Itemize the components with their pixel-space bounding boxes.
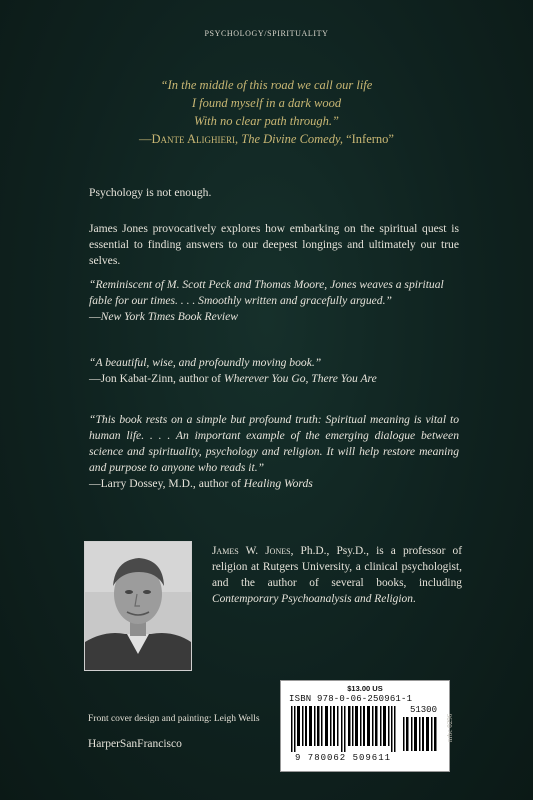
bio-book-title: Contemporary Psychoanalysis and Religion (212, 593, 413, 605)
bio-end: . (412, 593, 416, 605)
cover-credit: Front cover design and painting: Leigh Wells (88, 714, 260, 724)
attr-prefix: —Larry Dossey, M.D., author of (89, 477, 244, 490)
quote-text: “Reminiscent of M. Scott Peck and Thomas Moore, Jones weaves a spiritual fable for our times. . . . Smoothly written and gracefully argued.” (89, 278, 444, 307)
publisher-name: HarperSanFrancisco (88, 738, 182, 750)
lead-line: Psychology is not enough. (89, 186, 212, 199)
epigraph-line-3: With no clear path through.” (193, 114, 340, 128)
ean-barcode (291, 706, 399, 752)
quote-attribution (89, 476, 459, 492)
epigraph-line-2: I found myself in a dark wood (191, 96, 342, 110)
barcode-label (280, 680, 450, 772)
price-addon-barcode (403, 717, 439, 751)
attr-source: New York Times Book Review (100, 310, 238, 323)
attr-prefix: — (89, 310, 101, 323)
quote-text: “This book rests on a simple but profound truth: Spiritual meaning is vital to human life. . . . An important example of the emerging dialogue between science and spirituality, psychology and religion. It will help restore meaning and purpose to anyone who reads it.” (89, 413, 459, 474)
price-label: $13.00 US (347, 684, 383, 693)
attr-dash: — (139, 132, 152, 146)
epigraph-attribution (0, 130, 533, 148)
attr-author: Dante Alighieri, (151, 132, 239, 146)
category-label: PSYCHOLOGY/SPIRITUALITY (204, 29, 329, 38)
isbn-text: ISBN 978-0-06-250961-1 (289, 694, 413, 704)
addon-digits: 51300 (409, 705, 437, 715)
author-name: James W. Jones (212, 545, 291, 557)
quote-text: “A beautiful, wise, and profoundly moving book.” (89, 356, 322, 369)
epigraph-line-1: “In the middle of this road we call our life (160, 78, 373, 92)
author-bio (212, 543, 462, 607)
side-code: nrbc 0296 (446, 713, 454, 742)
quote-attribution (89, 309, 459, 325)
author-photo (84, 541, 192, 671)
barcode-digits: 9 780062 509611 (295, 753, 392, 763)
review-quote-2 (89, 355, 459, 387)
attr-part: “Inferno” (346, 132, 394, 146)
bio-text: , Ph.D., Psy.D., is a professor of religion at Rutgers University, a clinical psychologist, and the author of several books, including (212, 545, 462, 589)
epigraph (0, 76, 533, 148)
quote-attribution (89, 371, 459, 387)
attr-source: Wherever You Go, There You Are (223, 372, 377, 385)
review-quote-3 (89, 412, 459, 492)
attr-source: Healing Words (243, 477, 313, 490)
lead-paragraph: James Jones provocatively explores how embarking on the spiritual quest is essential to finding answers to our deepest longings and ultimately our true selves. (89, 222, 459, 267)
review-quote-1 (89, 277, 459, 325)
author-portrait-image (85, 542, 191, 670)
attr-work: The Divine Comedy, (241, 132, 343, 146)
attr-prefix: —Jon Kabat-Zinn, author of (89, 372, 224, 385)
